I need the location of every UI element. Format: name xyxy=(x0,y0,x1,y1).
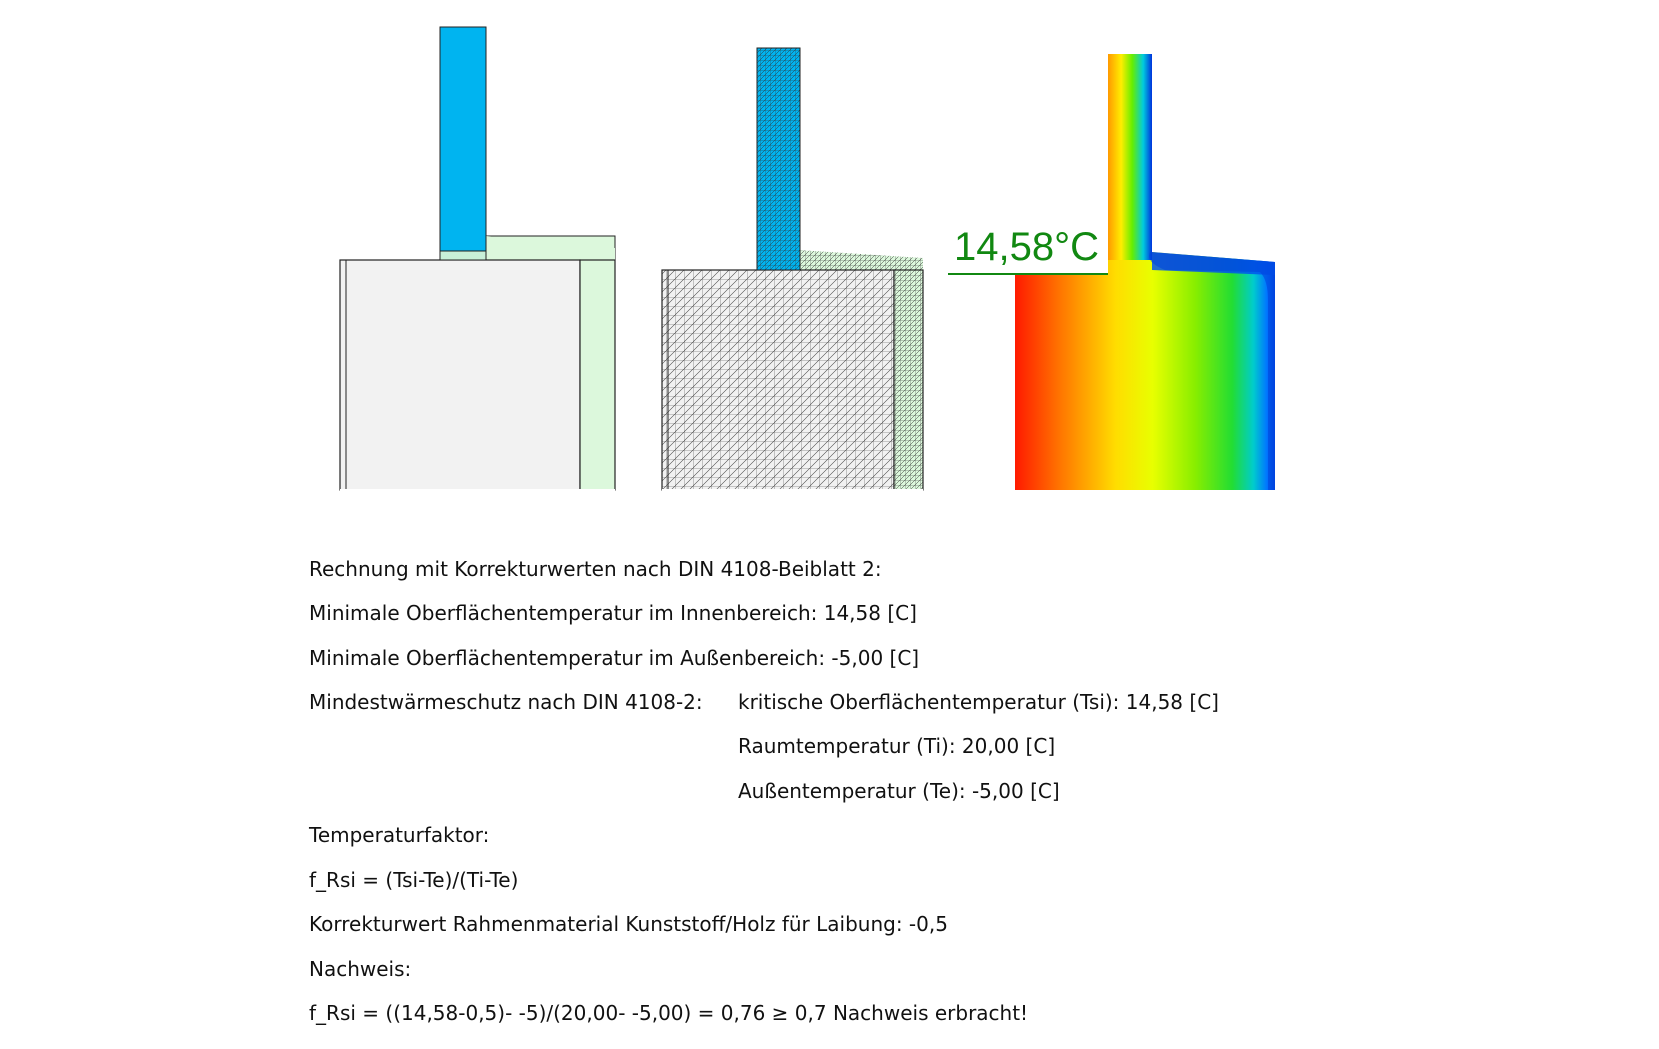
te-value: Außentemperatur (Te): -5,00 [C] xyxy=(738,779,1060,803)
ti-value: Raumtemperatur (Ti): 20,00 [C] xyxy=(738,734,1056,758)
wall-block xyxy=(340,260,580,490)
report-heading: Rechnung mit Korrekturwerten nach DIN 4108-Beiblatt 2: xyxy=(309,557,882,581)
proof-result: f_Rsi = ((14,58-0,5)- -5)/(20,00- -5,00) = 0,76 ≥ 0,7 Nachweis erbracht! xyxy=(309,1001,1029,1025)
formula: f_Rsi = (Tsi-Te)/(Ti-Te) xyxy=(309,868,519,892)
mindest-label: Mindestwärmeschutz nach DIN 4108-2: xyxy=(309,690,703,714)
thermal-bridge-figures xyxy=(0,0,1659,500)
temperature-field xyxy=(948,54,1275,490)
correction-value: Korrekturwert Rahmenmaterial Kunststoff/Holz für Laibung: -0,5 xyxy=(309,912,948,936)
min-inner-temp: Minimale Oberflächentemperatur im Innenbereich: 14,58 [C] xyxy=(309,601,917,625)
frame-foot xyxy=(440,251,486,260)
proof-label: Nachweis: xyxy=(309,957,412,981)
factor-label: Temperaturfaktor: xyxy=(309,823,490,847)
heat-wall xyxy=(1015,252,1275,490)
outer-insulation xyxy=(580,260,615,490)
window-frame xyxy=(440,27,486,251)
min-outer-temp: Minimale Oberflächentemperatur im Außenbereich: -5,00 [C] xyxy=(309,646,920,670)
tsi-value: kritische Oberflächentemperatur (Tsi): 14,58 [C] xyxy=(738,690,1219,714)
heat-frame xyxy=(1108,54,1152,260)
mesh-model xyxy=(662,48,923,490)
geometry-model xyxy=(340,27,615,490)
temperature-label: 14,58°C xyxy=(954,225,1099,269)
